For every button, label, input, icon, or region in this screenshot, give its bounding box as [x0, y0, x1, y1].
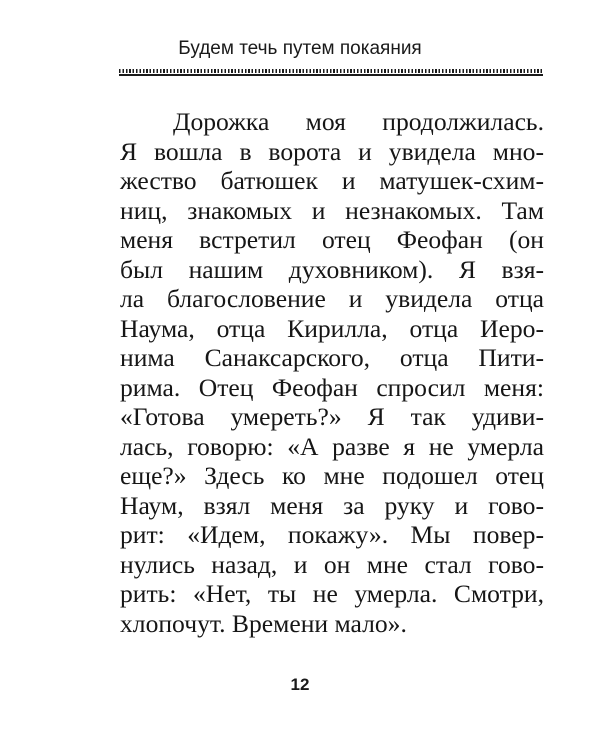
text-line: нулись назад, и он мне стал гово- — [120, 549, 544, 579]
text-line: Наум, взял меня за руку и гово- — [120, 490, 544, 520]
header-rule-dotted-line — [119, 69, 543, 73]
text-line: жество батюшек и матушек-схим- — [120, 166, 544, 195]
header-rule — [119, 69, 543, 77]
text-line: нима Санаксарского, отца Пити- — [120, 343, 544, 372]
header-rule-solid-line — [119, 74, 543, 76]
text-line: был нашим духовником). Я взя- — [120, 254, 544, 284]
text-line: рима. Отец Феофан спросил меня: — [120, 372, 544, 402]
body-text — [120, 107, 544, 638]
text-line: рит: «Идем, покажу». Мы повер- — [120, 520, 544, 549]
text-line: ниц, знакомых и незнакомых. Там — [120, 195, 544, 225]
text-line: еще?» Здесь ко мне подошел отец — [120, 461, 544, 490]
running-title: Будем течь путем покаяния — [178, 38, 422, 59]
text-line: Я вошла в ворота и увидела мно- — [120, 136, 544, 166]
page-number: 12 — [290, 675, 310, 694]
text-line: меня встретил отец Феофан (он — [120, 225, 544, 254]
text-line: лась, говорю: «А разве я не умерла — [120, 431, 544, 461]
text-line: Дорожка моя продолжилась. — [173, 107, 544, 136]
text-line: хлопочут. Времени мало». — [120, 608, 407, 638]
text-line: «Готова умереть?» Я так удиви- — [120, 402, 544, 431]
text-line: рить: «Нет, ты не умерла. Смотри, — [120, 579, 544, 608]
text-line: Наума, отца Кирилла, отца Иеро- — [120, 313, 544, 343]
text-line: ла благословение и увидела отца — [120, 284, 544, 313]
